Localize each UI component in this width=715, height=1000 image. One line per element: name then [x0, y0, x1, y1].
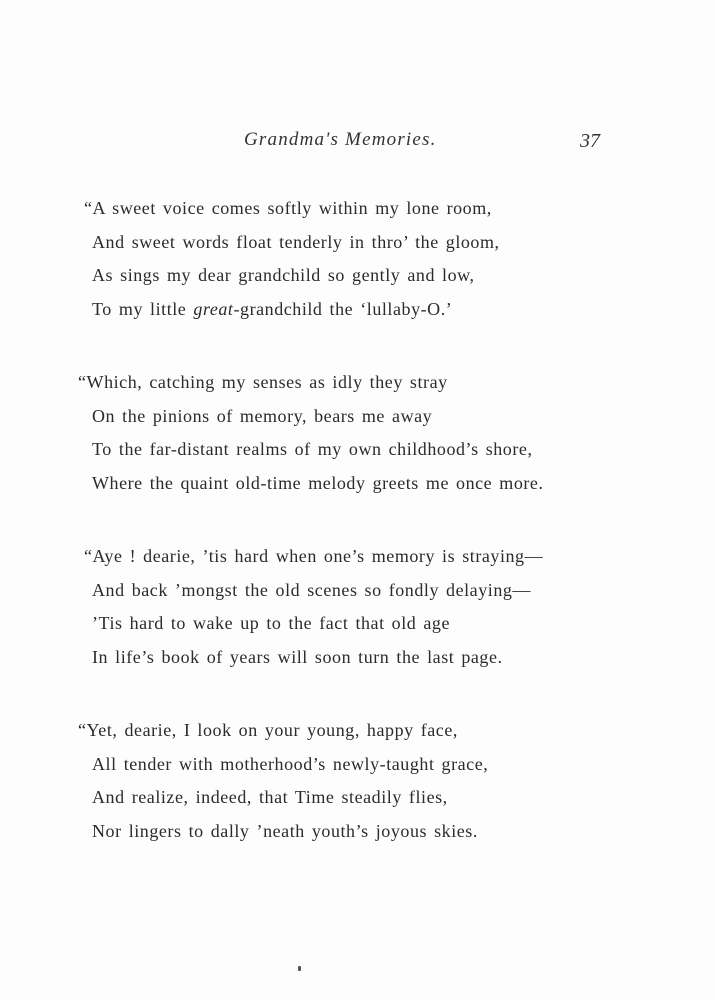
poem-line: And back ’mongst the old scenes so fondly delaying— [92, 579, 531, 600]
page-number: 37 [580, 130, 600, 152]
poem-line: ’Tis hard to wake up to the fact that old age [92, 613, 451, 633]
poem-line: And sweet words float tenderly in thro’ the gloom, [92, 231, 500, 252]
poem-line: Where the quaint old-time melody greets me once more. [92, 472, 544, 493]
stanza-2 [78, 366, 598, 500]
stanza-4 [78, 714, 598, 848]
poem [78, 192, 598, 888]
line-segment: To my little [92, 298, 194, 319]
poem-line: On the pinions of memory, bears me away [92, 405, 433, 426]
poem-line: To the far-distant realms of my own childhood’s shore, [92, 439, 533, 459]
poem-line [78, 293, 598, 327]
poem-line: “Which, catching my senses as idly they stray [78, 372, 448, 392]
poem-line: All tender with motherhood’s newly-taught grace, [92, 753, 489, 774]
running-title: Grandma's Memories. [244, 129, 437, 150]
poem-line: “Aye ! dearie, ’tis hard when one’s memory is straying— [84, 546, 544, 566]
italic-word: great [193, 298, 234, 319]
poem-line: Nor lingers to dally ’neath youth’s joyous skies. [92, 820, 478, 841]
ink-speck [298, 966, 301, 971]
poem-line: And realize, indeed, that Time steadily flies, [92, 787, 448, 807]
poem-line: As sings my dear grandchild so gently and low, [92, 265, 475, 285]
poem-line: In life’s book of years will soon turn the last page. [92, 646, 503, 667]
line-segment: -grandchild the ‘lullaby-O.’ [233, 298, 453, 319]
stanza-3 [78, 540, 598, 674]
running-head [0, 129, 715, 159]
poem-line: “Yet, dearie, I look on your young, happy face, [78, 720, 458, 740]
stanza-1 [78, 192, 598, 326]
poem-line: “A sweet voice comes softly within my lone room, [84, 198, 492, 218]
